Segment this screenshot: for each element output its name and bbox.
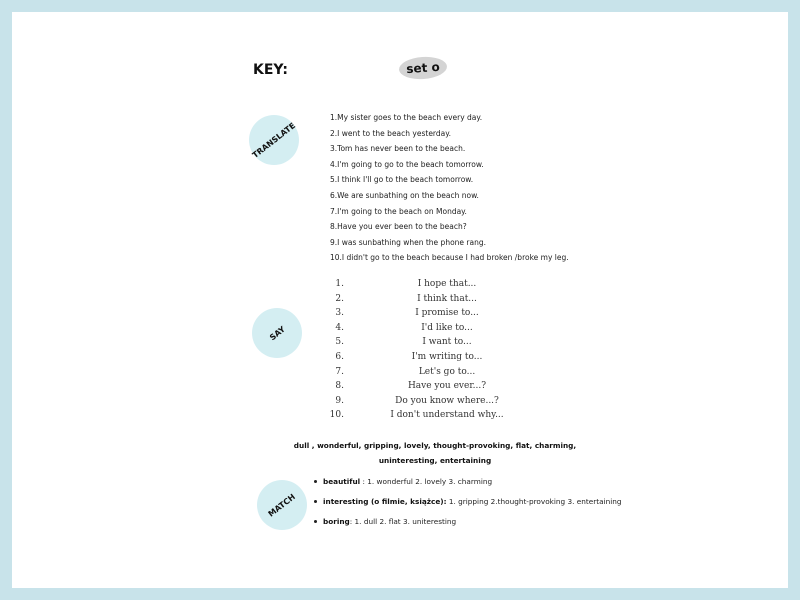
match-term: boring	[323, 517, 350, 526]
match-term: interesting (o filmie, książce):	[323, 497, 447, 506]
say-item-number: 3.	[335, 308, 344, 319]
translate-section-badge	[249, 115, 299, 165]
match-item	[314, 517, 622, 526]
translate-item: 1.My sister goes to the beach every day.	[330, 113, 483, 122]
match-list	[314, 477, 622, 526]
translate-section-label: TRANSLATE	[250, 120, 298, 160]
translate-item: 9.I was sunbathing when the phone rang.	[330, 237, 486, 247]
set-badge: set o	[398, 55, 447, 80]
say-section-badge	[252, 308, 302, 358]
say-item-number: 1.	[335, 279, 344, 289]
say-section-label: SAY	[267, 324, 287, 342]
say-item-text: Have you ever...?	[407, 381, 487, 392]
worksheet-page	[12, 12, 788, 588]
say-item-number: 7.	[335, 366, 344, 377]
key-title: KEY:	[253, 62, 288, 78]
say-item	[322, 277, 522, 292]
say-item-text: I promise to...	[415, 308, 479, 319]
say-item-text: I don't understand why...	[390, 410, 504, 421]
say-item-number: 2.	[335, 293, 344, 304]
say-item-number: 4.	[335, 322, 344, 333]
say-item	[322, 321, 522, 336]
say-list	[322, 277, 522, 423]
say-item-number: 10.	[329, 410, 344, 421]
translate-item: 5.I think I'll go to the beach tomorrow.	[330, 175, 474, 185]
match-item	[314, 477, 622, 486]
say-item	[322, 394, 522, 409]
say-item-number: 6.	[335, 351, 344, 362]
translate-item: 2.I went to the beach yesterday.	[330, 128, 451, 138]
match-term: beautiful	[323, 477, 361, 486]
translate-item: 8.Have you ever been to the beach?	[330, 222, 467, 232]
translate-list	[330, 110, 569, 266]
word-bank: dull , wonderful, gripping, lovely, thought-provoking, flat, charming, uninteresting, entertaining	[293, 441, 577, 465]
translate-item: 10.I didn't go to the beach because I had broken /broke my leg.	[330, 253, 569, 263]
translate-item: 7.I'm going to the beach on Monday.	[330, 206, 467, 216]
say-item-number: 8.	[335, 381, 344, 392]
say-item	[322, 350, 522, 365]
say-item	[322, 408, 522, 423]
translate-item: 3.Tom has never been to the beach.	[330, 144, 466, 154]
say-item	[322, 379, 522, 394]
match-item	[314, 497, 622, 506]
match-answer: : 1. wonderful 2. lovely 3. charming	[360, 477, 493, 486]
say-item-text: I'm writing to...	[411, 351, 483, 362]
match-answer: : 1. dull 2. flat 3. uniteresting	[349, 517, 457, 526]
say-item	[322, 365, 522, 380]
say-item-number: 5.	[335, 337, 344, 348]
match-answer: 1. gripping 2.thought-provoking 3. entertaining	[446, 497, 622, 506]
say-item	[322, 292, 522, 307]
say-item-text: Do you know where...?	[395, 395, 499, 406]
translate-item: 6.We are sunbathing on the beach now.	[330, 190, 479, 200]
say-item-text: Let's go to...	[418, 366, 476, 377]
say-item-text: I think that...	[417, 293, 477, 304]
say-item-text: I'd like to...	[421, 322, 473, 333]
say-item	[322, 306, 522, 321]
translate-item: 4.I'm going to go to the beach tomorrow.	[330, 159, 484, 169]
match-section-label: MATCH	[266, 491, 298, 519]
match-section-badge	[257, 480, 307, 530]
say-item	[322, 335, 522, 350]
say-item-number: 9.	[335, 395, 344, 406]
say-item-text: I hope that...	[417, 279, 477, 289]
say-item-text: I want to...	[422, 337, 472, 348]
